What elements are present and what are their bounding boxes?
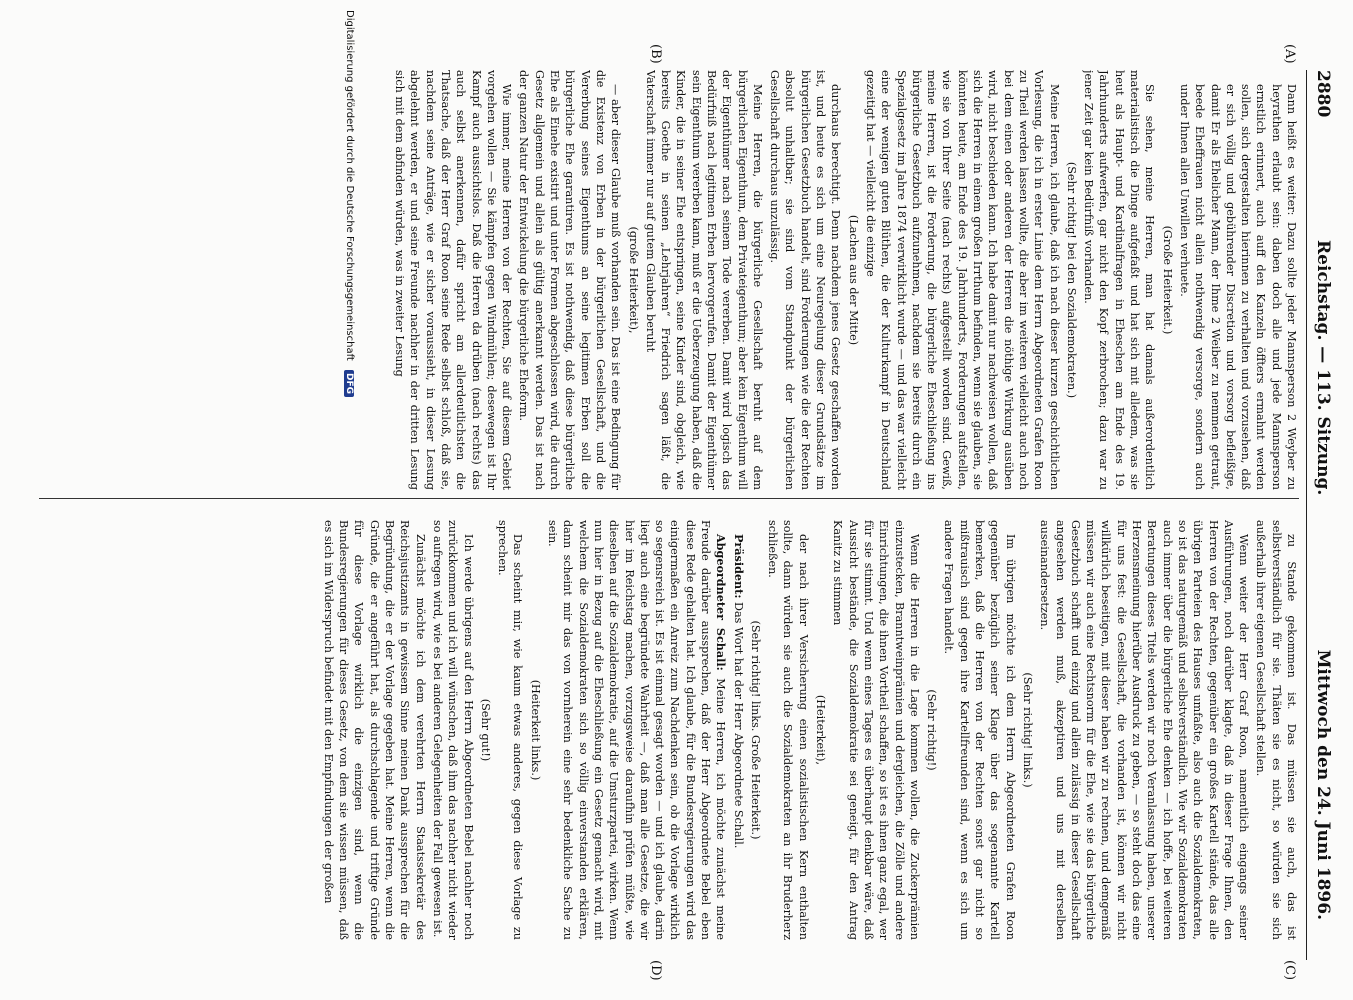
speaker-text: Das Wort hat der Herr Abgeordnete Schall. [731,602,745,849]
quoted-passage: Dann heißt es weiter: Dazu sollte jeder Mannsperson 2 Weyber zu heyrathen erlaubt sein: daben doch alle und jede Mannsperson ernstlich erinnert, auch auff den Kanzeln öffters ermahnt werden sollen, sich dergestalten hierinnen zu verhalten und vorzusehen, daß er sich völlig und gebührender Discretion und vorsorg befleißige, damit Er als Ehelicher Mann, der Ihme 2 Weiber zu nemmen getraut, beede Eheffrauen nicht allein nothwendig versorge, sondern auch under Ihnen allen Unwillen verhuete. [1177,84,1298,490]
paragraph: zu Stande gekommen ist. Das müssen sie auch, das ist selbstverständlich für sie. Thäten sie es nicht, so würden sie sich außerhalb ihrer eigenen Gesellschaft stellen. [1254,520,1298,940]
paragraph: Meine Herren, die bürgerliche Gesellschaft beruht auf dem bürgerlichen Eigenthum, dem Privateigenthum; aber kein Eigenthum will der Eigenthümer nach seinem Tode vererben. Damit wird logisch das Bedürfniß nach legitimen Erben hervorgerufen. Damit der Eigenthümer sein Eigenthum vererben kann, muß er die Ueberzeugung haben, daß die Kinder, die in seiner Ehe entspringen, seine Kinder sind, obgleich, wie bereits Goethe in seinen „Lehrjahren“ Friedrich sagen läßt, die Vaterschaft immer nur auf gutem Glauben beruht [643,70,764,490]
speaker-label: Abgeordneter Schall: [714,534,729,671]
paragraph: Wenn die Herren in die Lage kommen wollen, die Zuckerprämien einzustecken, Branntweinprämien und dergleichen, die Zölle und andere Einrichtungen, die ihnen Vortheil schaffen, so ist es ihnen ganz egal, wer für sie stimmt. Und wenn eines Tages es überhaupt denkbar wäre, daß Aussicht bestände, die Sozialdemokratie sei geneigt, für den Antrag Kanitz zu stimmen [831,520,921,940]
paragraph: Sie sehen, meine Herren, man hat damals außerordentlich materialistisch die Dinge aufgefaßt und hat sich mit alledem, was sie heut als Haupt- und Kardinalfragen in Eheschen am Ende des 19. Jahrhunderts aufwerfen, gar nicht den Kopf zerbrochen; dazu war zu jener Zeit gar kein Bedürfniß vorhanden. [1082,70,1157,490]
margin-mark-d: (D) [648,960,663,981]
footer-credit: Digitalisierung gefördert durch die Deutsche Forschungsgemeinschaft [344,10,355,361]
stage-direction: (Große Heiterkeit.) [1160,225,1174,335]
margin-mark-c: (C) [1282,960,1297,981]
page-number: 2880 [1313,70,1333,118]
paragraph: Zunächst möchte ich dem verehrten Herrn Staatssekretär des Reichsjustizamts in gewissem Sinne meinen Dank aussprechen für die Begründung, die er der Vorlage gegeben hat. Meine Herren, wenn die Gründe, die er angeführt hat, als durchschlagende und triftige Gründe für diese Vorlage wirklich die einzigen sind, wenn die Bundesregierungen für dieses Gesetz, von dem sie wissen müssen, daß es sich im Widerspruch befindet mit den Empfindungen der großen [321,520,427,940]
paragraph: Wie immer, meine Herren von der Rechten, Sie auf diesem Gebiet vorgehen wollen — Sie kämpfen gegen Windmühlen; desewegen ist Ihr Kampf auch aussichtslos. Daß die Herren da drüben (nach rechts) das auch selbst anerkennen, dafür spricht am allerdeutlichsten die Thatsache, daß der Herr Graf Roon seine Rede selbst schloß, daß sie, nachdem seine Anträge, wie er sicher voraussieht, in dieser Lesung abgelehnt werden, er und seine Freunde nachher in der dritten Lesung sich mit dem abfinden würden, was in zweiter Lesung [393,70,514,490]
page-title: Reichstag. — 113. Sitzung. [1313,240,1333,496]
paragraph: der nach ihrer Versicherung einen sozialistischen Kern enthalten sollte, dann würden sie auch die Sozialdemokraten an ihr Bruderherz schließen. [766,520,810,940]
margin-mark-a: (A) [1282,44,1297,64]
speaker-text: Meine Herren, ich möchte zunächst meine Freude darüber aussprechen, daß der Herr Abgeordnete Bebel eben diese Rede gehalten hat. Ich glaube, für die Bundesregierungen wird das einigermaßen ein Anreiz zum Nachdenken sein, ob die Vorlage wirklich so segensreich ist. Es ist einmal gesagt worden — und ich glaube, darin liegt auch eine begründete Wahrheit —, daß man alle Gesetze, die wir hier im Reichstag machen, vorzugsweise daraufhin prüfen müßte, wie dieselben auf die Sozialdemokratie, auf die Umsturzpartei, wirken. Wenn nun hier in Bezug auf die Eheschließung ein Gesetz gemacht wird, mit welchem die Sozialdemokraten sich so völlig einverstanden erklären, dann scheint mir das von vornherein eine sehr bedenkliche Sache zu sein. [546,520,728,940]
stage-direction: (Lachen aus der Mitte) [846,214,860,346]
page-footer [341,10,355,990]
speaker-paragraph [545,520,729,940]
speaker-paragraph [730,520,745,940]
stage-direction: (Sehr gut!) [478,698,492,762]
dfg-logo: DFG [344,370,354,397]
speaker-label: Präsident: [731,534,746,599]
stage-direction: (Sehr richtig!) [925,689,939,771]
paragraph: Ich werde übrigens auf den Herrn Abgeordneten Bebel nachher noch zurückkommen und ich will wünschen, daß ihm das nachher nicht wieder so aufregen wird, wie es bei anderen Gelegenheiten der Fall gewesen ist. [430,520,475,940]
stage-direction: (Heiterkeit links.) [528,679,542,781]
right-column [39,520,1299,940]
column-divider [39,498,1299,499]
margin-mark-b: (B) [648,44,663,64]
stage-direction: (Sehr richtig! bei den Sozialdemokraten.) [1064,161,1078,399]
stage-direction: (Heiterkeit), [814,694,828,766]
paragraph: — aber dieser Glaube muß vorhanden sein. Das ist eine Bedingung für die Existenz von Erben in der bürgerlichen Gesellschaft, und die Vererbung seines Eigenthums an seine legitimen Erben soll die bürgerliche Ehe garantiren. Es ist nothwendig, daß diese bürgerliche Ehe als Einehe existirt und unter Formen abgeschlossen wird, die durch Gesetz allgemein und allein als gültig anerkannt werden. Das ist nach der ganzen Natur der Entwickelung die bürgerliche Eheform. [517,70,623,490]
stage-direction: (Sehr richtig! links. Große Heiterkeit.) [748,620,762,840]
stage-direction: (Sehr richtig! links.) [1020,672,1034,788]
left-column [39,70,1299,490]
paragraph: Das scheint mir, wie kaum etwas anderes, gegen diese Vorlage zu sprechen. [496,520,525,940]
paragraph: Meine Herren, ich glaube, daß ich nach dieser kurzen geschichtlichen Vorlesung, die ich in erster Linie dem Herrn Abgeordneten Grafen Roon zu Theil werden lassen wollte, die aber im weiteren vielleicht auch noch bei dem einen oder anderen der Herren die nöthige Wirkung ausüben wird, nicht beschieden kann. Ich habe damit nur nachweisen wollen, daß sich die Herren in einem großen Irrthum befinden, wenn sie glauben, sie könnten heute, am Ende des 19. Jahrhunderts, Forderungen aufstellen, wie sie von Ihrer Seite (nach rechts) aufgestellt worden sind. Gewiß, meine Herren, ist die Forderung, die bürgerliche Eheschließung ins bürgerliche Gesetzbuch aufzunehmen, nachdem sie bereits durch ein Spezialgesetz im Jahre 1874 verwirklicht wurde — und das war vielleicht eine der wenigen guten Blüthen, die der Kulturkampf in Deutschland gezeitigt hat — vielleicht die einzige [863,70,1061,490]
page-header [1306,70,1333,960]
paragraph: Wenn weiter der Herr Graf Roon, namentlich eingangs seiner Ausführungen, noch darüber klagte, daß in dieser Frage Ihnen, den Herren von der Rechten, gegenüber ein großes Kartell stände, das alle übrigen Parteien des Hauses umfaßte, also auch die Sozialdemokraten, so ist das naturgemäß und selbstverständlich. Wie wir Sozialdemokraten auch immer über die bürgerliche Ehe denken — ich hoffe, bei weiteren Beratungen dieses Titels werden wir noch Veranlassung haben, unserer Herzensmeinung hierüber Ausdruck zu geben, — so steht doch das eine für uns fest: die Gesellschaft, die vorhanden ist, können wir nicht willkürlich beseitigen, mit dieser haben wir zu rechnen, und demgemäß müssen wir auch eine Rechtsnorm für die Ehe, wie sie das bürgerliche Gesetzbuch schafft und einzig und allein zulässig in dieser Gesellschaft angesehen werden muß, akzeptiren und uns mit derselben auseinandersetzen. [1038,520,1251,940]
stage-direction: (große Heiterkeit), [626,226,640,334]
paragraph: durchaus berechtigt. Denn nachdem jenes Gesetz geschaffen worden ist, und heute es sich um eine Neuregelung dieser Grundsätze im bürgerlichen Gesetzbuch handelt, sind Forderungen wie die der Rechten absolut unhaltbar; sie sind vom Standpunkt der bürgerlichen Gesellschaft durchaus unzulässig. [768,70,843,490]
paragraph: Im übrigen möchte ich dem Herrn Abgeordneten Grafen Roon gegenüber bezüglich seiner Klage über das sogenannte Kartell bemerken, daß die Herren von der Rechten sonst gar nicht so mißtrauisch sind gegen ihre Kartellfreunden sind, wenn es sich um andere Fragen handelt. [942,520,1017,940]
session-date: Mittwoch den 24. Juni 1896. [1313,649,1333,920]
